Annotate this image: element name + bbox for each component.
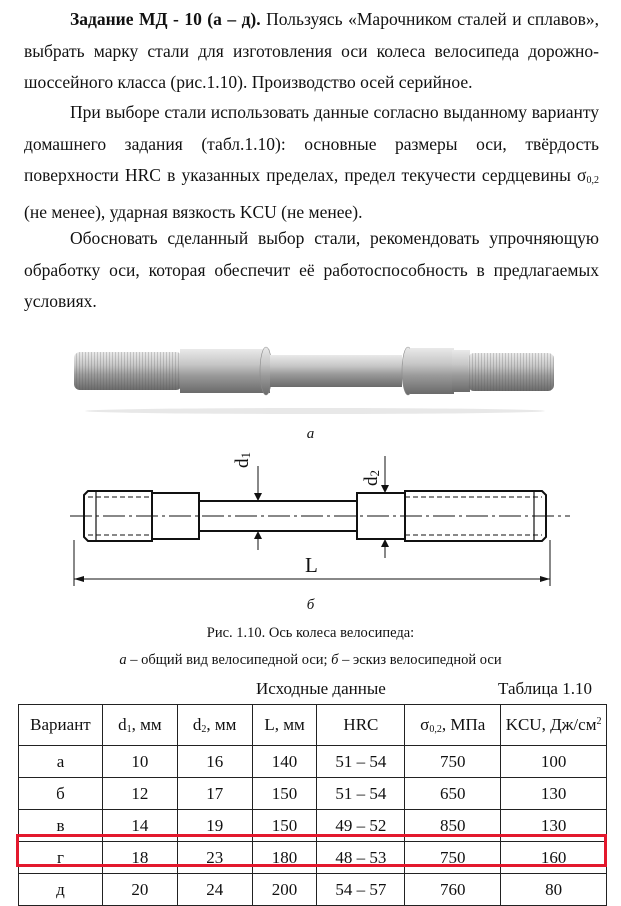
task-paragraph-2-text: При выборе стали использовать данные согласно выданному варианту домашнего задания (табл.1.10): основные размеры оси, твёрдость поверхности HRC в указанных пределах, предел текучести сердцевины σ — [24, 102, 599, 185]
figure-caption-line-2: а – общий вид велосипедной оси; б – эскиз велосипедной оси — [119, 652, 502, 668]
dimension-d1-label: $d_1$ — [232, 452, 253, 468]
cell-sigma: 850 — [405, 810, 501, 842]
cell-L: 200 — [252, 874, 317, 906]
task-paragraph-2-tail: (не менее), ударная вязкость KCU (не менее). — [24, 201, 363, 222]
cell-hrc: 51 – 54 — [317, 778, 405, 810]
task-paragraph-1-text: Пользуясь «Марочником сталей и сплавов», выбрать марку стали для изготовления оси колеса велосипеда дорожно-шоссейного класса (рис.1.10). Производство осей серийное. — [24, 9, 599, 92]
cell-variant: в — [19, 810, 103, 842]
cell-d1: 12 — [102, 778, 177, 810]
cell-kcu: 80 — [501, 874, 607, 906]
table-row — [19, 842, 607, 874]
table-number: Таблица 1.10 — [498, 679, 592, 698]
figure-label-a: а — [306, 426, 315, 442]
cell-d1: 10 — [102, 746, 177, 778]
cell-variant: д — [19, 874, 103, 906]
cell-d1: 20 — [102, 874, 177, 906]
cell-d2: 24 — [177, 874, 252, 906]
task-title: Задание МД - 10 (а – д). — [70, 9, 261, 29]
header-d2: $d_2$, мм — [177, 705, 252, 746]
cell-d1: 18 — [102, 842, 177, 874]
cell-hrc: 54 – 57 — [317, 874, 405, 906]
cell-d2: 16 — [177, 746, 252, 778]
cell-variant: г — [19, 842, 103, 874]
cell-kcu: 130 — [501, 810, 607, 842]
task-paragraph-3-text: Обосновать сделанный выбор стали, рекомендовать упрочняющую обработку оси, которая обеспечит её работоспособность в предлагаемых условиях. — [24, 228, 599, 311]
task-paragraph-3 — [24, 223, 599, 318]
header-d1: $d_1$, мм — [102, 705, 177, 746]
header-L: L, мм — [252, 705, 317, 746]
table-header-line — [0, 679, 621, 701]
cell-sigma: 750 — [405, 842, 501, 874]
cell-kcu: 100 — [501, 746, 607, 778]
table-row — [19, 746, 607, 778]
dimension-d2-label: $d_2$ — [361, 470, 382, 486]
cell-L: 150 — [252, 810, 317, 842]
header-hrc: HRC — [317, 705, 405, 746]
dimension-L-label: L — [305, 553, 318, 577]
sigma-subscript: 0,2 — [586, 175, 599, 186]
cell-d1: 14 — [102, 810, 177, 842]
cell-d2: 19 — [177, 810, 252, 842]
axle-sketch — [60, 448, 580, 598]
cell-hrc: 51 – 54 — [317, 746, 405, 778]
cell-d2: 17 — [177, 778, 252, 810]
figure-label-b: б — [306, 597, 315, 613]
cell-variant: а — [19, 746, 103, 778]
task-paragraph-1 — [24, 4, 599, 99]
task-paragraph-2 — [24, 97, 599, 228]
figure-caption-line-1: Рис. 1.10. Ось колеса велосипеда: — [206, 625, 415, 641]
cell-sigma: 750 — [405, 746, 501, 778]
cell-kcu: 130 — [501, 778, 607, 810]
header-sigma: $\sigma_{0,2}$, МПа — [405, 705, 501, 746]
cell-d2: 23 — [177, 842, 252, 874]
cell-L: 140 — [252, 746, 317, 778]
header-kcu: KCU, $Дж/см^2$ — [501, 705, 607, 746]
cell-L: 150 — [252, 778, 317, 810]
table-header-row — [19, 705, 607, 746]
table-title: Исходные данные — [256, 679, 386, 698]
cell-variant: б — [19, 778, 103, 810]
table-row — [19, 810, 607, 842]
header-variant: Вариант — [19, 705, 103, 746]
cell-hrc: 49 – 52 — [317, 810, 405, 842]
cell-sigma: 760 — [405, 874, 501, 906]
axle-photo — [70, 335, 560, 415]
table-row — [19, 778, 607, 810]
table-row — [19, 874, 607, 906]
cell-hrc: 48 – 53 — [317, 842, 405, 874]
cell-kcu: 160 — [501, 842, 607, 874]
cell-L: 180 — [252, 842, 317, 874]
source-data-table — [18, 704, 607, 906]
cell-sigma: 650 — [405, 778, 501, 810]
